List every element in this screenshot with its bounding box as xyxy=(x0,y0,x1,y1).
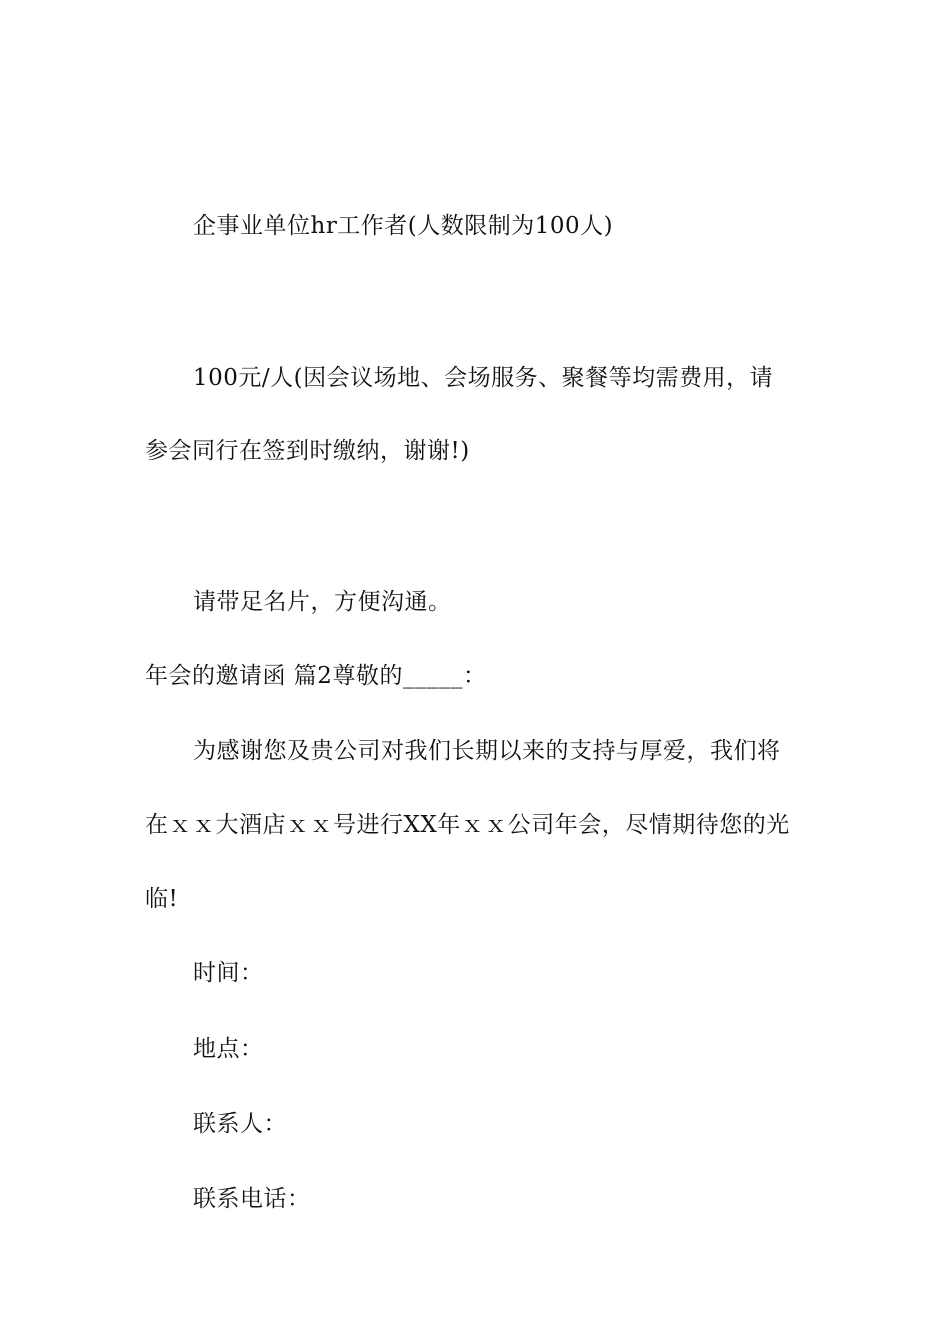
contact-phone-field: 联系电话： xyxy=(193,1186,311,1212)
thanks-paragraph-line-3: 临! xyxy=(145,886,179,912)
time-field: 时间： xyxy=(193,960,264,986)
fee-paragraph-line-2: 参会同行在签到时缴纳，谢谢!) xyxy=(145,438,470,464)
location-field: 地点： xyxy=(193,1036,264,1062)
participants-paragraph: 企事业单位hr工作者(人数限制为100人) xyxy=(193,213,614,239)
invitation-2-heading: 年会的邀请函 篇2尊敬的_____： xyxy=(145,663,487,689)
business-card-paragraph: 请带足名片，方便沟通。 xyxy=(193,589,452,615)
fee-paragraph-line-1: 100元/人(因会议场地、会场服务、聚餐等均需费用，请 xyxy=(193,365,774,391)
thanks-paragraph-line-2: 在ｘｘ大酒店ｘｘ号进行XX年ｘｘ公司年会，尽情期待您的光 xyxy=(145,812,790,838)
contact-person-field: 联系人： xyxy=(193,1111,287,1137)
thanks-paragraph-line-1: 为感谢您及贵公司对我们长期以来的支持与厚爱，我们将 xyxy=(193,738,781,764)
